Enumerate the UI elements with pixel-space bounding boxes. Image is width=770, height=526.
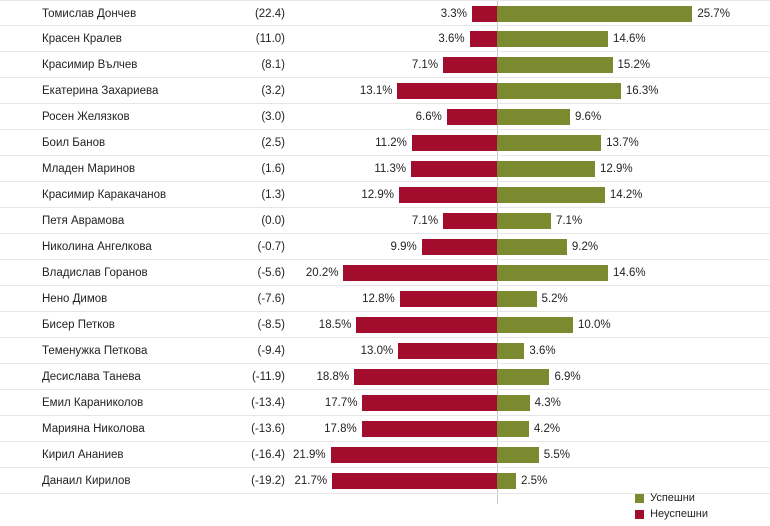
row-score-value: (-0.7): [257, 241, 285, 253]
bar-positive: [497, 343, 524, 359]
bar-positive-label: 10.0%: [578, 319, 611, 331]
bar-negative: [354, 369, 497, 385]
chart-row: [0, 260, 770, 286]
chart-row: [0, 182, 770, 208]
chart-row: [0, 52, 770, 78]
row-plot: [300, 52, 720, 78]
bar-negative-label: 13.0%: [360, 345, 394, 357]
bar-positive-label: 7.1%: [555, 215, 583, 227]
chart-row: [0, 364, 770, 390]
bar-negative: [411, 161, 497, 177]
bar-negative-label: 17.8%: [324, 423, 357, 435]
row-plot: [300, 182, 720, 208]
bar-positive: [497, 395, 530, 411]
row-category-label: Десислава Танева: [42, 371, 141, 383]
bar-negative-label: 13.1%: [359, 85, 393, 97]
bar-negative: [399, 187, 497, 203]
row-category-label: Петя Аврамова: [42, 215, 125, 227]
bar-negative: [397, 83, 497, 99]
row-category-label: Николина Ангелкова: [42, 241, 152, 253]
bar-positive: [497, 57, 613, 73]
chart-row: [0, 286, 770, 312]
row-plot: [300, 286, 720, 312]
row-score-value: (-8.5): [257, 319, 285, 331]
row-score-value: (11.0): [255, 33, 285, 45]
bar-negative: [443, 213, 497, 229]
chart-row: [0, 156, 770, 182]
bar-negative: [343, 265, 497, 281]
bar-negative-label: 9.9%: [390, 241, 417, 253]
row-category-label: Нено Димов: [42, 293, 108, 305]
bar-negative-label: 3.3%: [440, 8, 467, 20]
chart-row: [0, 390, 770, 416]
bar-positive: [497, 239, 567, 255]
row-category-label: Младен Маринов: [42, 163, 136, 175]
row-score-value: (-5.6): [257, 267, 285, 279]
bar-negative-label: 3.6%: [438, 33, 465, 45]
bar-negative: [398, 343, 497, 359]
bar-positive: [497, 473, 516, 489]
bar-positive-label: 25.7%: [697, 8, 730, 20]
row-plot: [300, 364, 720, 390]
row-plot: [300, 1, 730, 27]
row-score-value: (22.4): [254, 8, 285, 20]
row-category-label: Красен Кралев: [42, 33, 122, 45]
bar-positive: [497, 291, 537, 307]
chart-row: [0, 416, 770, 442]
legend-label: Успешни: [650, 492, 695, 504]
legend-swatch-icon: [635, 510, 644, 519]
row-score-value: (3.2): [261, 85, 285, 97]
row-plot: [300, 234, 720, 260]
row-plot: [300, 130, 720, 156]
bar-negative: [443, 57, 497, 73]
row-score-value: (-13.4): [251, 397, 285, 409]
row-plot: [300, 104, 720, 130]
bar-negative: [331, 447, 497, 463]
bar-positive-label: 12.9%: [600, 163, 633, 175]
chart-row: [0, 0, 770, 26]
bar-negative: [412, 135, 497, 151]
bar-negative: [470, 31, 497, 47]
chart-legend: [635, 488, 708, 520]
bar-positive: [497, 421, 529, 437]
bar-negative-label: 7.1%: [411, 215, 439, 227]
row-category-label: Кирил Ананиев: [42, 449, 124, 461]
row-plot: [300, 390, 720, 416]
row-plot: [292, 442, 720, 468]
bar-negative-label: 20.2%: [305, 267, 339, 279]
bar-negative-label: 18.5%: [318, 319, 352, 331]
bar-positive-label: 9.6%: [574, 111, 602, 123]
row-score-value: (0.0): [261, 215, 285, 227]
bar-negative-label: 21.9%: [292, 449, 326, 461]
row-plot: [300, 416, 720, 442]
bar-negative: [400, 291, 497, 307]
row-plot: [300, 78, 720, 104]
row-category-label: Росен Желязков: [42, 111, 130, 123]
chart-row: [0, 26, 770, 52]
bar-positive: [497, 161, 595, 177]
bar-negative-label: 11.3%: [374, 163, 407, 175]
bar-positive-label: 15.2%: [617, 59, 651, 71]
bar-positive-label: 14.6%: [612, 267, 646, 279]
bar-negative: [447, 109, 497, 125]
row-score-value: (2.5): [261, 137, 285, 149]
row-score-value: (-11.9): [251, 371, 285, 383]
row-score-value: (-16.4): [251, 449, 285, 461]
chart-row: [0, 78, 770, 104]
bar-negative: [472, 6, 497, 22]
chart-row: [0, 130, 770, 156]
row-score-value: (-7.6): [257, 293, 285, 305]
row-category-label: Марияна Николова: [42, 423, 145, 435]
bar-negative-label: 7.1%: [411, 59, 439, 71]
row-plot: [300, 338, 720, 364]
bar-negative-label: 6.6%: [415, 111, 442, 123]
bar-negative-label: 11.2%: [375, 137, 407, 149]
legend-item: [635, 492, 708, 504]
bar-negative-label: 18.8%: [316, 371, 350, 383]
row-score-value: (8.1): [261, 59, 285, 71]
row-category-label: Боил Банов: [42, 137, 106, 149]
row-category-label: Красимир Вълчев: [42, 59, 138, 71]
bar-positive: [497, 187, 605, 203]
row-plot: [300, 156, 720, 182]
legend-label: Неуспешни: [650, 508, 708, 520]
bar-negative: [332, 473, 497, 489]
bar-positive-label: 5.5%: [543, 449, 571, 461]
row-score-value: (-9.4): [257, 345, 285, 357]
bar-positive: [497, 6, 692, 22]
bar-negative: [362, 421, 497, 437]
row-plot: [300, 26, 720, 52]
bar-negative-label: 21.7%: [294, 475, 328, 487]
bar-negative-label: 17.7%: [324, 397, 358, 409]
row-category-label: Томислав Дончев: [42, 8, 137, 20]
chart-row: [0, 442, 770, 468]
bar-positive: [497, 83, 621, 99]
row-plot: [300, 208, 720, 234]
bar-positive: [497, 135, 601, 151]
row-score-value: (-13.6): [251, 423, 285, 435]
bar-positive: [497, 265, 608, 281]
chart-row: [0, 312, 770, 338]
row-score-value: (1.6): [261, 163, 285, 175]
bar-positive: [497, 317, 573, 333]
bar-positive: [497, 213, 551, 229]
bar-positive-label: 6.9%: [554, 371, 581, 383]
bar-negative-label: 12.9%: [361, 189, 394, 201]
chart-row: [0, 234, 770, 260]
row-score-value: (1.3): [261, 189, 285, 201]
row-score-value: (3.0): [261, 111, 285, 123]
bar-positive-label: 2.5%: [521, 475, 548, 487]
bar-positive-label: 3.6%: [529, 345, 556, 357]
row-category-label: Данаил Кирилов: [42, 475, 131, 487]
bar-negative: [356, 317, 497, 333]
row-category-label: Красимир Каракачанов: [42, 189, 167, 201]
bar-negative: [422, 239, 497, 255]
bar-positive-label: 5.2%: [541, 293, 568, 305]
row-category-label: Емил Караниколов: [42, 397, 144, 409]
bar-positive: [497, 369, 549, 385]
row-plot: [300, 260, 720, 286]
row-score-value: (-19.2): [251, 475, 285, 487]
bar-negative: [362, 395, 497, 411]
bar-negative-label: 12.8%: [362, 293, 395, 305]
chart-row: [0, 338, 770, 364]
bar-positive-label: 9.2%: [571, 241, 599, 253]
chart-row: [0, 208, 770, 234]
bar-positive-label: 4.2%: [533, 423, 561, 435]
bar-positive-label: 14.6%: [612, 33, 646, 45]
bar-positive-label: 4.3%: [534, 397, 561, 409]
bar-positive-label: 14.2%: [609, 189, 643, 201]
chart-row: [0, 104, 770, 130]
bar-positive-label: 13.7%: [606, 137, 639, 149]
row-category-label: Теменужка Петкова: [42, 345, 148, 357]
row-category-label: Бисер Петков: [42, 319, 115, 331]
row-category-label: Владислав Горанов: [42, 267, 148, 279]
row-category-label: Екатерина Захариева: [42, 85, 159, 97]
bar-positive: [497, 447, 539, 463]
row-plot: [300, 312, 720, 338]
bar-positive: [497, 109, 570, 125]
legend-item: [635, 508, 708, 520]
legend-swatch-icon: [635, 494, 644, 503]
bar-positive: [497, 31, 608, 47]
bar-positive-label: 16.3%: [625, 85, 659, 97]
